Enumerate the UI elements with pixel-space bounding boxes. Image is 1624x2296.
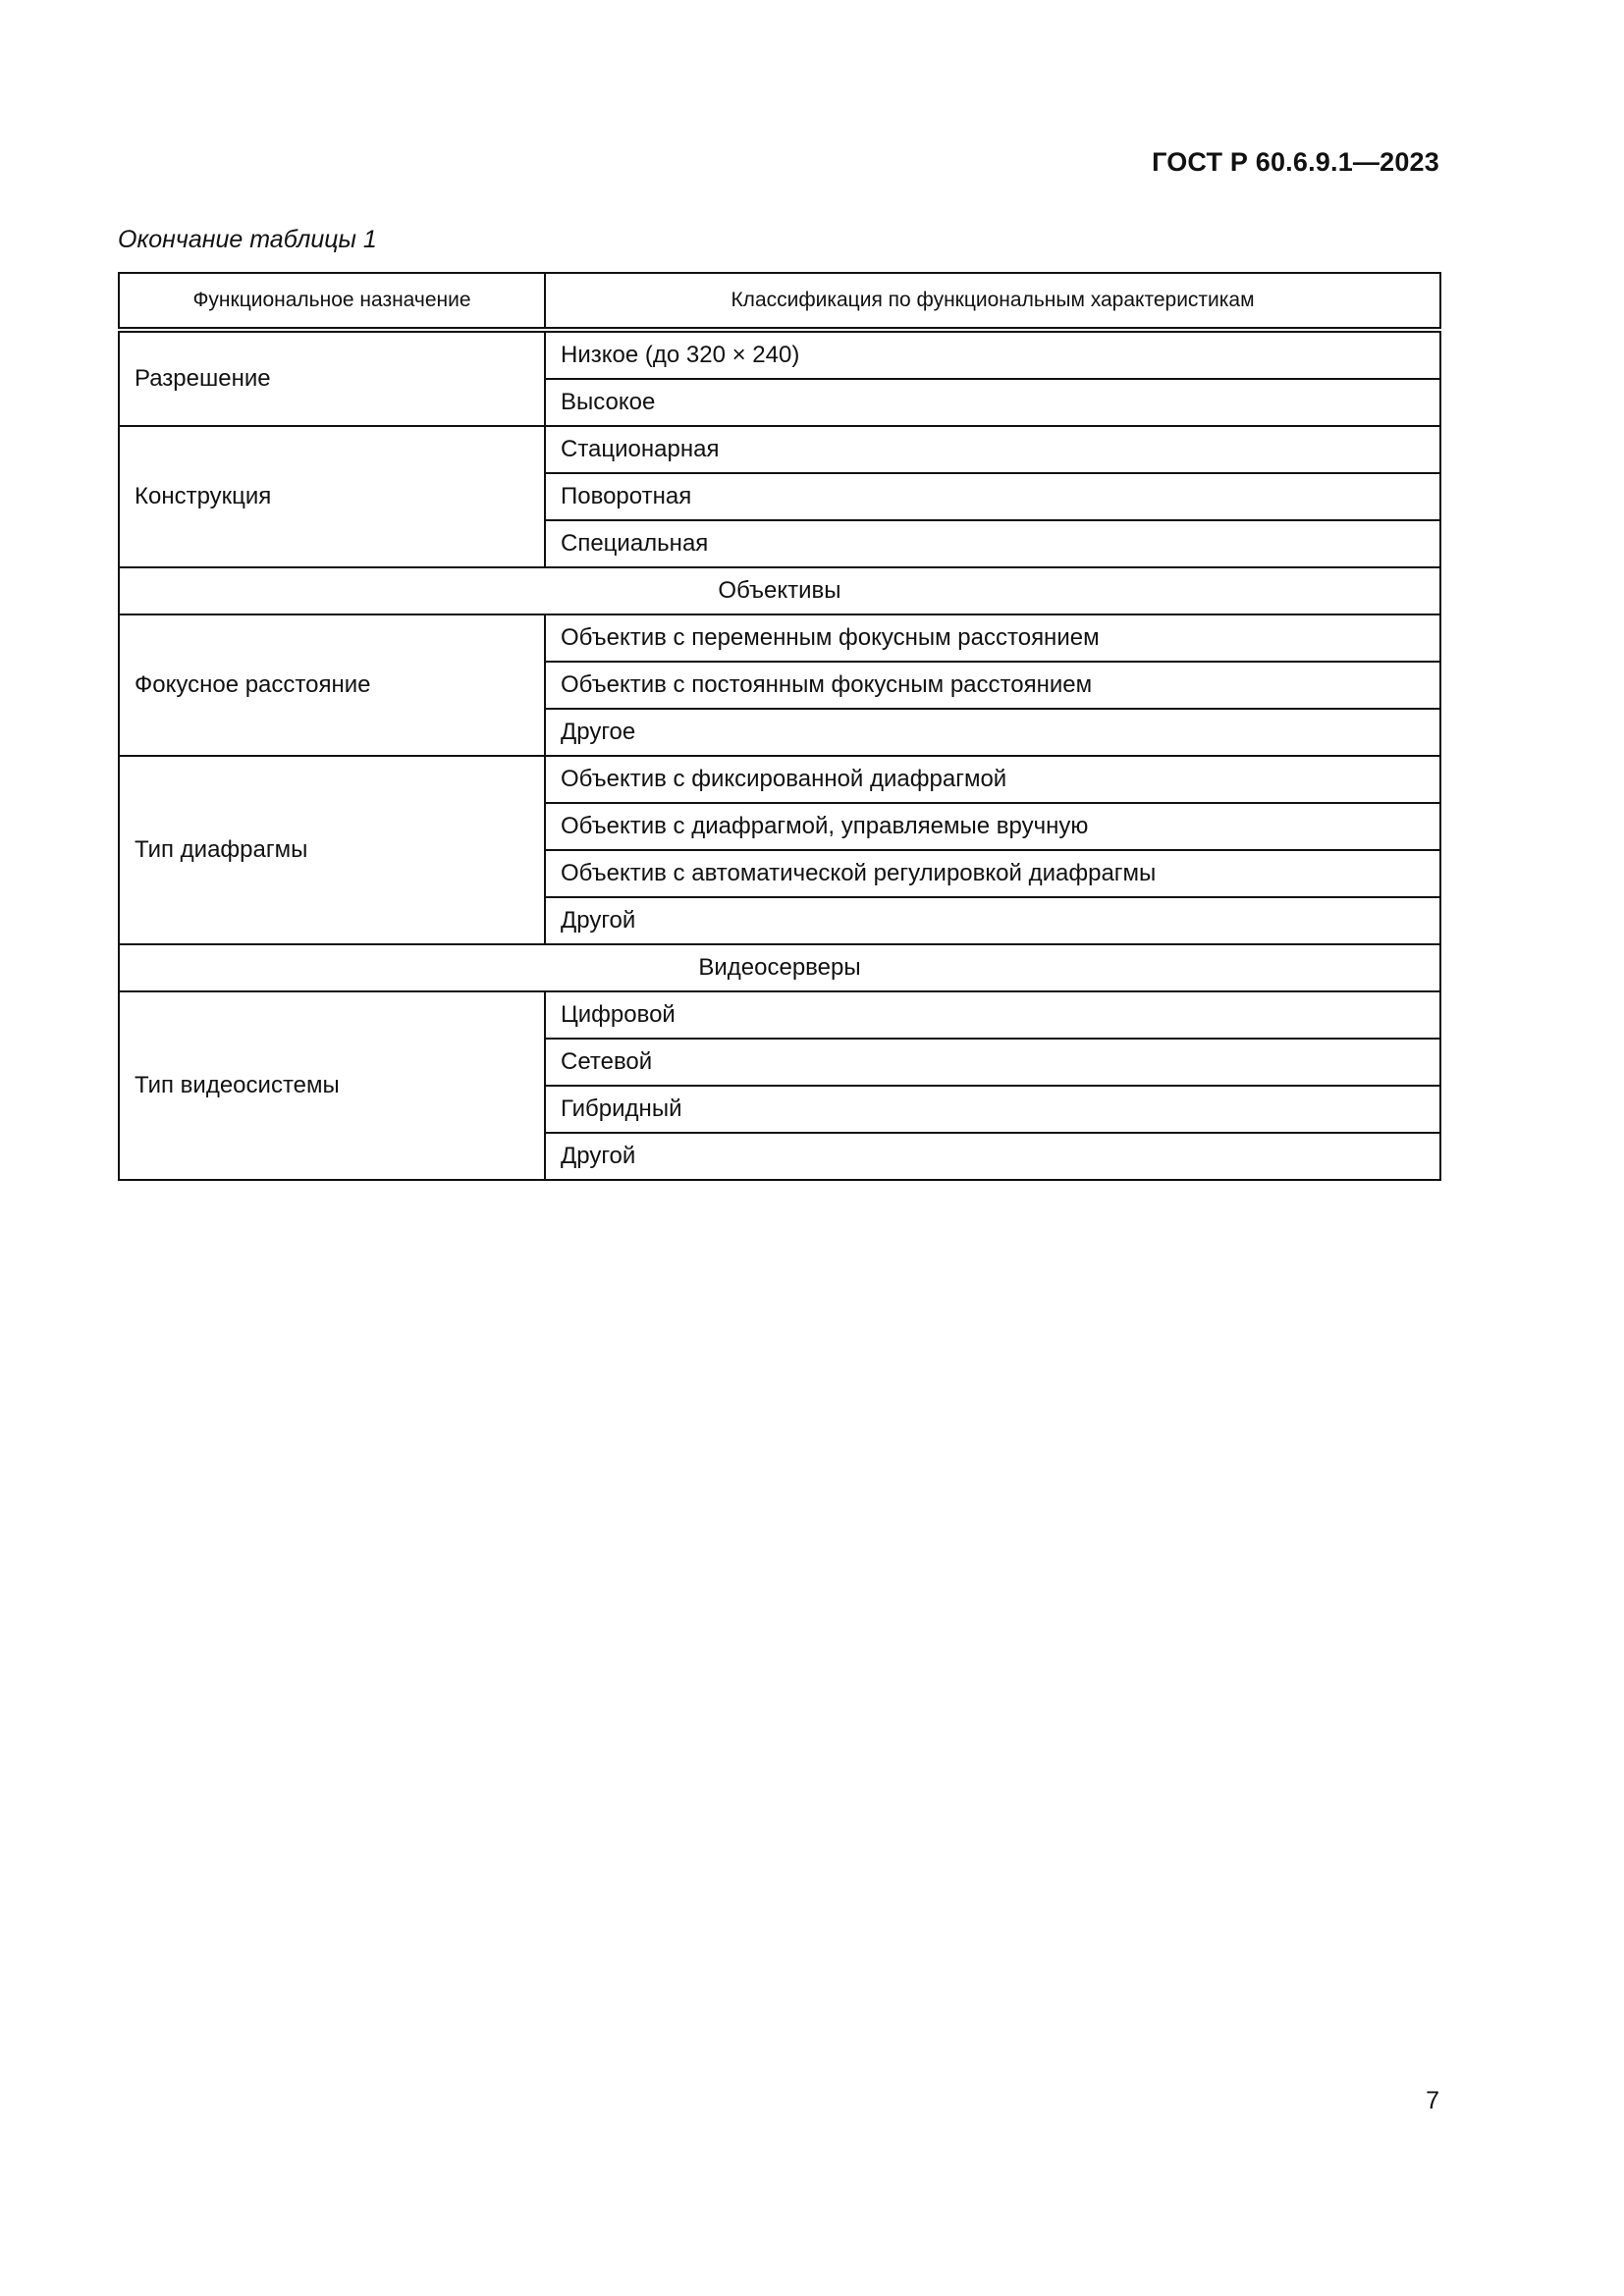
table-header-row <box>119 273 1440 330</box>
table-cell: Стационарная <box>545 426 1440 473</box>
table-row <box>119 426 1440 473</box>
table-row <box>119 756 1440 803</box>
table-cell: Другое <box>545 709 1440 756</box>
table-cell: Объектив с постоянным фокусным расстоянием <box>545 662 1440 709</box>
table-cell: Низкое (до 320 × 240) <box>545 330 1440 379</box>
document-code: ГОСТ Р 60.6.9.1—2023 <box>1152 147 1439 177</box>
table-cell: Сетевой <box>545 1039 1440 1086</box>
table-cell: Объектив с переменным фокусным расстоянием <box>545 614 1440 662</box>
table-cell: Объектив с автоматической регулировкой диафрагмы <box>545 850 1440 897</box>
table-row <box>119 330 1440 379</box>
group-name-construction: Конструкция <box>119 426 545 567</box>
table-cell: Поворотная <box>545 473 1440 520</box>
table-cell: Специальная <box>545 520 1440 567</box>
table-cell: Высокое <box>545 379 1440 426</box>
table-row <box>119 991 1440 1039</box>
section-row-video-servers <box>119 944 1440 991</box>
table-cell: Цифровой <box>545 991 1440 1039</box>
table-row <box>119 614 1440 662</box>
column-header-classification: Классификация по функциональным характеристикам <box>545 273 1440 330</box>
table-cell: Объектив с диафрагмой, управляемые вручную <box>545 803 1440 850</box>
section-heading-lenses: Объективы <box>119 567 1440 614</box>
column-header-purpose: Функциональное назначение <box>119 273 545 330</box>
table-cell: Другой <box>545 1133 1440 1180</box>
classification-table <box>118 272 1441 1181</box>
group-name-aperture-type: Тип диафрагмы <box>119 756 545 944</box>
page-number: 7 <box>1426 2087 1439 2114</box>
table-cell: Гибридный <box>545 1086 1440 1133</box>
group-name-resolution: Разрешение <box>119 330 545 426</box>
table-caption: Окончание таблицы 1 <box>118 226 377 253</box>
section-heading-video-servers: Видеосерверы <box>119 944 1440 991</box>
group-name-video-system-type: Тип видеосистемы <box>119 991 545 1180</box>
group-name-focal-length: Фокусное расстояние <box>119 614 545 756</box>
table-cell: Объектив с фиксированной диафрагмой <box>545 756 1440 803</box>
section-row-lenses <box>119 567 1440 614</box>
table-cell: Другой <box>545 897 1440 944</box>
